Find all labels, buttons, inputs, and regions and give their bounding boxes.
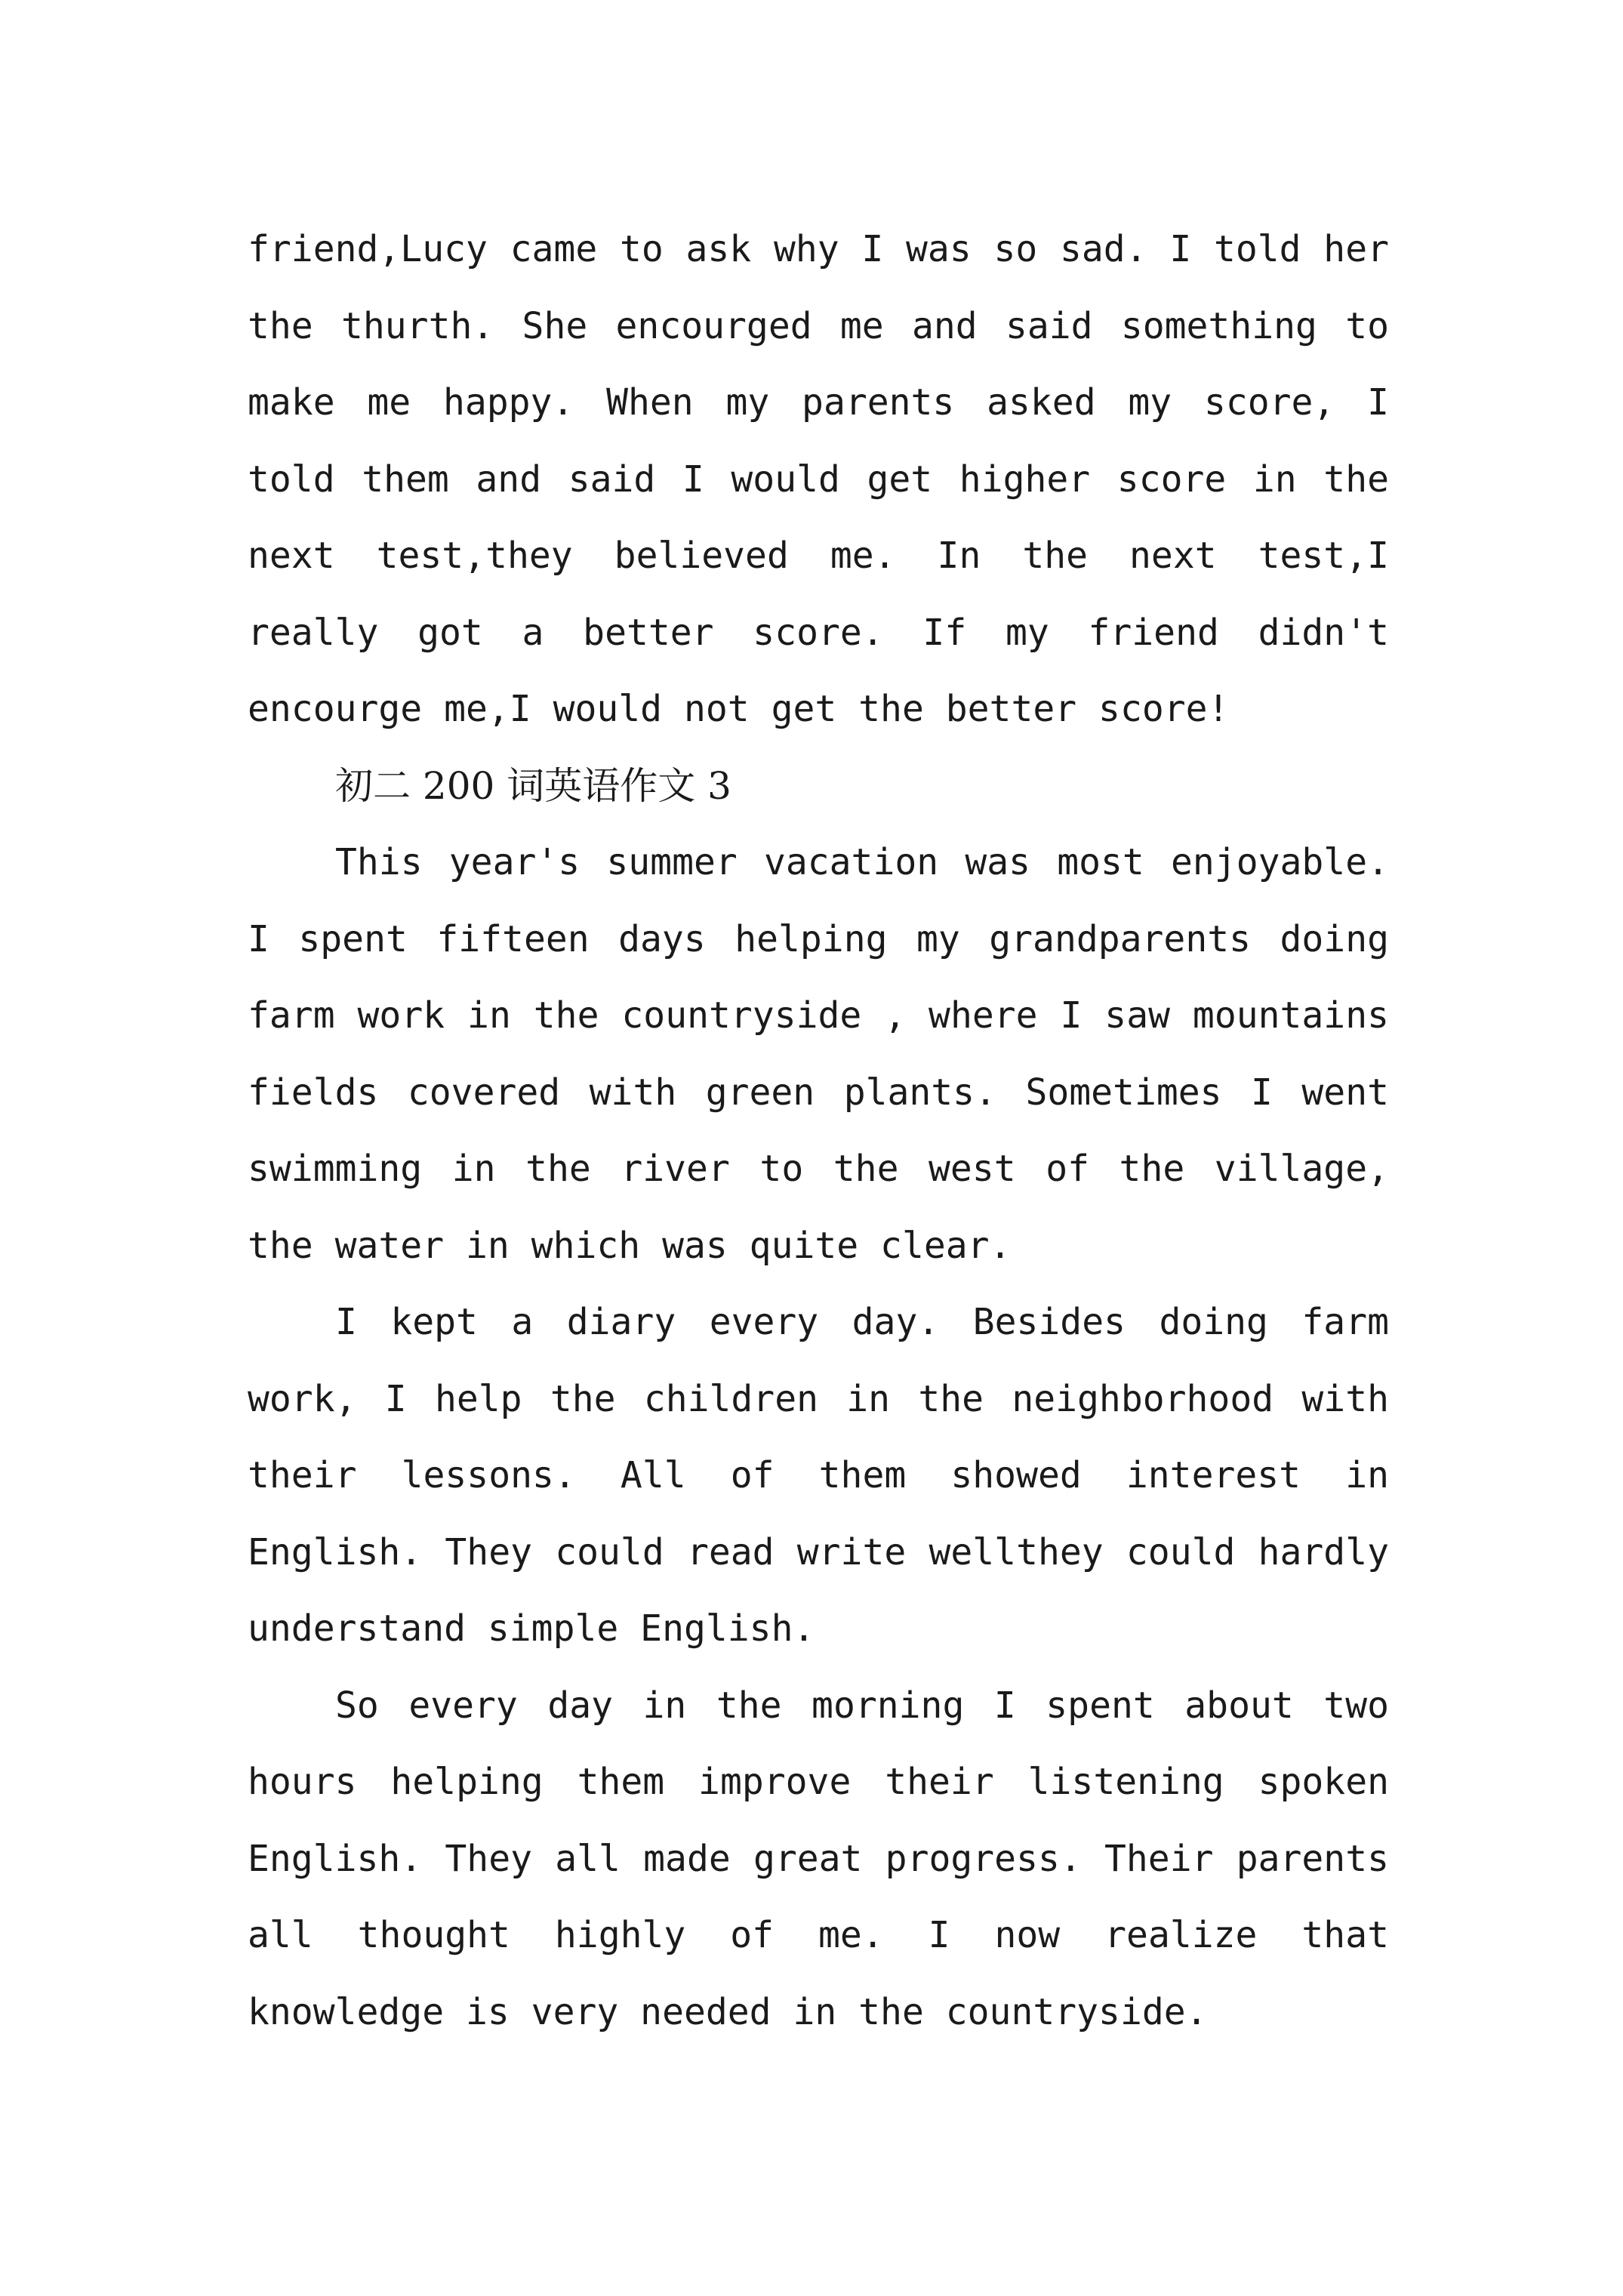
paragraph-4: So every day in the morning I spent about two hours helping them improve their listening spoken English. They all made great progress. Their parents all thought highly of me. I now realize that knowledge is very needed in the countryside. xyxy=(248,1684,1389,2033)
document-page xyxy=(248,211,1389,2051)
paragraph-1: friend,Lucy came to ask why I was so sad. I told her the thurth. She encourged me and said something to make me happy. When my parents asked my score, I told them and said I would get higher score in the next test,they believed me. In the next test,I really got a better score. If my friend didn't encourge me,I would not get the better score! xyxy=(248,228,1389,730)
paragraph-3: I kept a diary every day. Besides doing farm work, I help the children in the neighborhood with their lessons. All of them showed interest in English. They could read write wellthey could hardly understand simple English. xyxy=(248,1301,1389,1650)
paragraph-2: This year's summer vacation was most enjoyable. I spent fifteen days helping my grandparents doing farm work in the countryside , where I saw mountains fields covered with green plants. Sometimes I went swimming in the river to the west of the village, the water in which was quite clear. xyxy=(248,841,1389,1267)
essay-heading: 初二 200 词英语作文 3 xyxy=(335,763,731,808)
